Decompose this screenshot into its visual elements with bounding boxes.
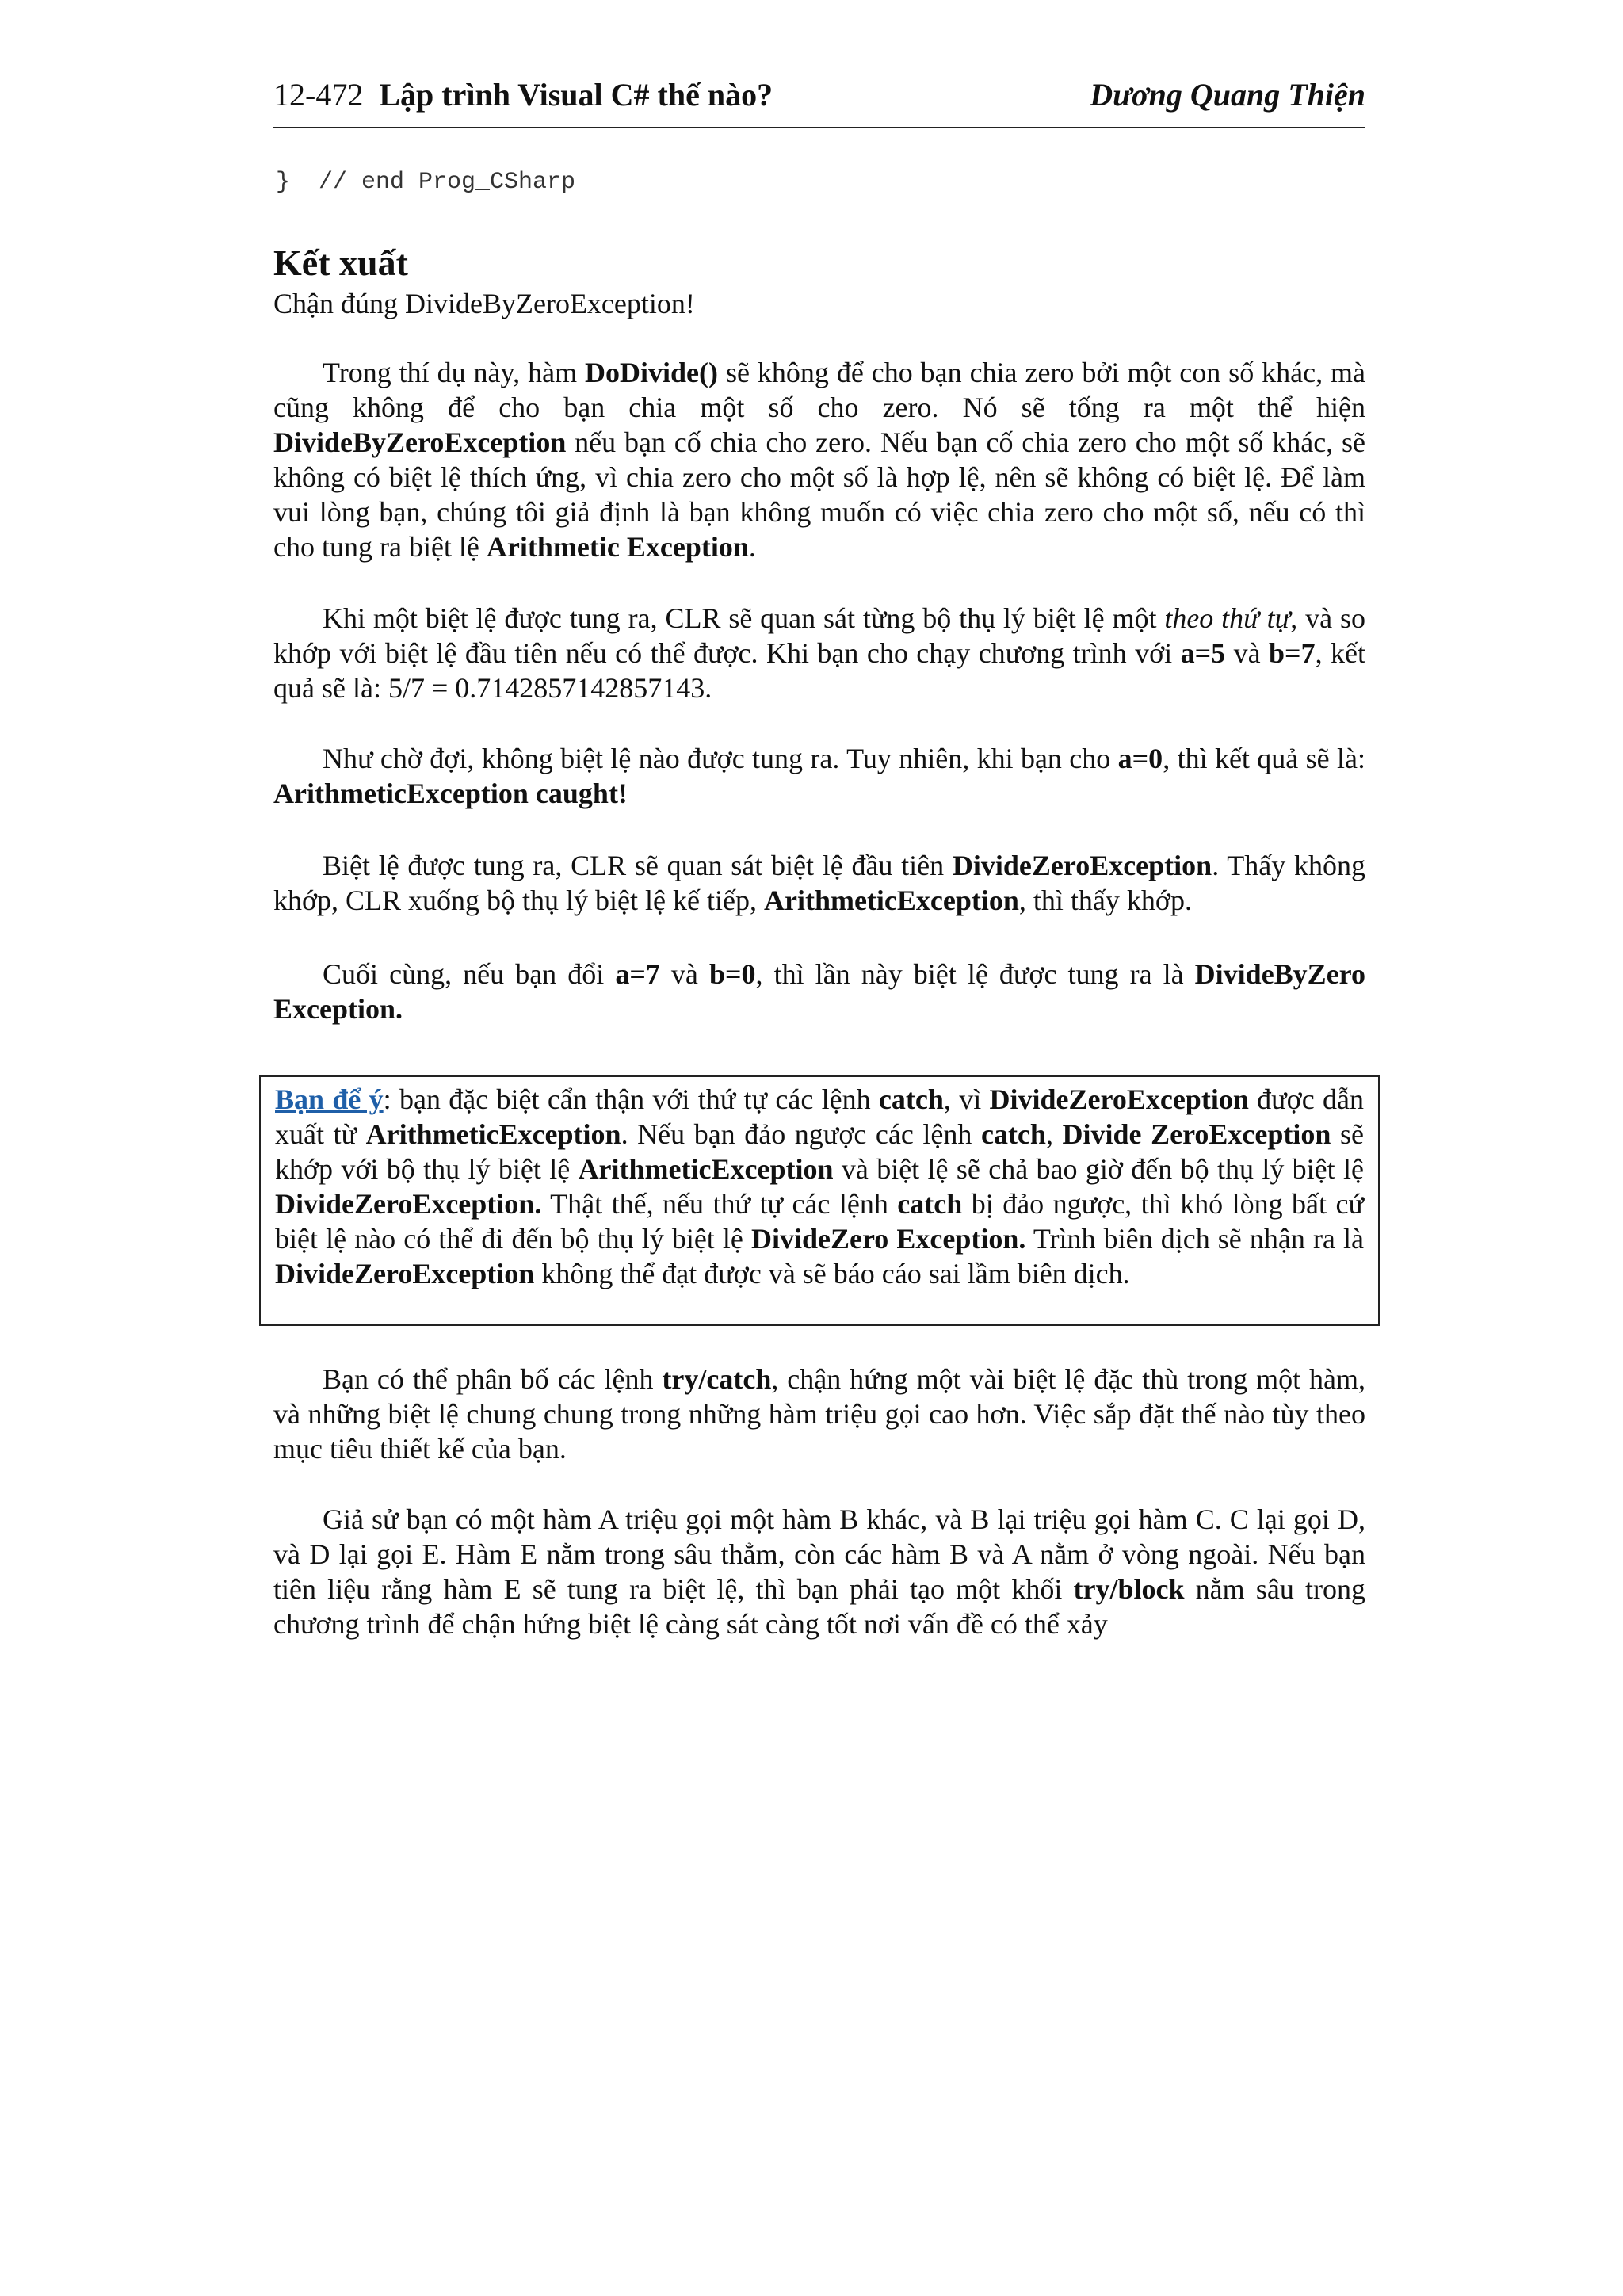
bold-term: ArithmeticException: [365, 1118, 621, 1150]
text: bị đảo ngược, thì khó lòng bất cứ biệt lệ nào có thể đi đến bộ thụ lý biệt lệ: [275, 1188, 1364, 1255]
bold-term: DivideByZero Exception.: [273, 958, 1366, 1025]
text: .: [748, 531, 756, 563]
text: và: [1225, 637, 1270, 669]
text: sẽ khớp với bộ thụ lý biệt lệ: [275, 1118, 1364, 1185]
code-line: } // end Prog_CSharp: [276, 169, 576, 196]
section-title: Kết xuất: [273, 243, 408, 283]
bold-term: DivideZeroException: [989, 1083, 1249, 1115]
paragraph-2: [273, 601, 1365, 705]
bold-term: a=5: [1180, 637, 1226, 669]
text: Biệt lệ được tung ra, CLR sẽ quan sát biệt lệ đầu tiên: [323, 850, 953, 881]
bold-term: Divide ZeroException: [1062, 1118, 1331, 1150]
text: Trình biên dịch sẽ nhận ra là: [1025, 1223, 1364, 1255]
italic-term: theo thứ tự: [1164, 602, 1291, 634]
text: được dẫn xuất từ: [275, 1083, 1364, 1150]
paragraph-5: [273, 957, 1365, 1026]
header-left: [273, 76, 773, 113]
text: , kết quả sẽ là: 5/7 = 0.7142857142857143.: [273, 637, 1366, 704]
bold-term: catch: [980, 1118, 1046, 1150]
bold-term: catch: [878, 1083, 944, 1115]
bold-term: ArithmeticException: [578, 1153, 834, 1185]
text: , thì thấy khớp.: [1018, 884, 1192, 916]
text: , vì: [943, 1083, 990, 1115]
bold-term: DivideZeroException: [952, 850, 1212, 881]
bold-term: DivideZeroException.: [275, 1188, 542, 1220]
book-title: Lập trình Visual C# thế nào?: [379, 77, 773, 113]
text: Cuối cùng, nếu bạn đổi: [323, 958, 616, 990]
bold-term: Arithmetic Exception: [486, 531, 749, 563]
bold-term: catch: [897, 1188, 963, 1220]
text: : bạn đặc biệt cẩn thận với thứ tự các lệnh: [383, 1083, 879, 1115]
paragraph-7: [273, 1502, 1365, 1641]
bold-term: ArithmeticException caught!: [273, 777, 628, 809]
bold-term: a=0: [1117, 743, 1163, 774]
text: Bạn có thể phân bố các lệnh: [323, 1363, 663, 1395]
page-header: [273, 76, 1365, 128]
text: nếu bạn cố chia cho zero. Nếu bạn cố chia zero cho một số khác, sẽ không có biệt lệ thích ứng, vì chia zero cho một số là hợp lệ, nên sẽ không có biệt lệ. Để làm vui lòng bạn, chúng tôi giả định là bạn không muốn có việc chia zero cho một số, nếu có thì cho tung ra biệt lệ: [273, 426, 1365, 563]
bold-term: DoDivide(): [585, 357, 719, 388]
note-label: Bạn để ý: [275, 1083, 384, 1115]
output-text: Chận đúng DivideByZeroException!: [273, 288, 695, 319]
text: và: [659, 958, 709, 990]
text: và biệt lệ sẽ chả bao giờ đến bộ thụ lý biệt lệ: [833, 1153, 1365, 1185]
text: , và so khớp với biệt lệ đầu tiên nếu có thể được. Khi bạn cho chạy chương trình với: [273, 602, 1365, 669]
text: , thì kết quả sẽ là:: [1163, 743, 1366, 774]
text: không thể đạt được và sẽ báo cáo sai lầm biên dịch.: [534, 1258, 1130, 1289]
bold-term: b=7: [1269, 637, 1316, 669]
text: , chận hứng một vài biệt lệ đặc thù trong một hàm, và những biệt lệ chung chung trong những hàm triệu gọi cao hơn. Việc sắp đặt thế nào tùy theo mục tiêu thiết kế của bạn.: [273, 1363, 1365, 1465]
paragraph-6: [273, 1362, 1365, 1466]
text: sẽ không để cho bạn chia zero bởi một con số khác, mà cũng không để cho bạn chia một số cho zero. Nó sẽ tống ra một thể hiện: [273, 357, 1365, 423]
text: ,: [1045, 1118, 1063, 1150]
note-box: [259, 1075, 1380, 1326]
bold-term: ArithmeticException: [763, 884, 1019, 916]
text: . Nếu bạn đảo ngược các lệnh: [621, 1118, 981, 1150]
paragraph-1: [273, 355, 1365, 564]
text: Giả sử bạn có một hàm A triệu gọi một hàm B khác, và B lại triệu gọi hàm C. C lại gọi D, và D lại gọi E. Hàm E nằm trong sâu thẳm, còn các hàm B và A nằm ở vòng ngoài. Nếu bạn tiên liệu rằng hàm E sẽ tung ra biệt lệ, thì bạn phải tạo một khối: [273, 1503, 1365, 1605]
paragraph-3: [273, 741, 1365, 811]
paragraph-4: [273, 848, 1365, 918]
text: Khi một biệt lệ được tung ra, CLR sẽ quan sát từng bộ thụ lý biệt lệ một: [323, 602, 1165, 634]
text: Như chờ đợi, không biệt lệ nào được tung ra. Tuy nhiên, khi bạn cho: [323, 743, 1118, 774]
text: Trong thí dụ này, hàm: [323, 357, 586, 388]
bold-term: DivideZeroException: [275, 1258, 535, 1289]
bold-term: DivideByZeroException: [273, 426, 567, 458]
bold-term: try/block: [1073, 1573, 1185, 1605]
page-number: 12-472: [273, 77, 364, 113]
note-text: [275, 1082, 1364, 1291]
bold-term: b=0: [708, 958, 756, 990]
text: Thật thế, nếu thứ tự các lệnh: [541, 1188, 898, 1220]
text: nằm sâu trong chương trình để chận hứng biệt lệ càng sát càng tốt nơi vấn đề có thể xảy: [273, 1573, 1365, 1640]
author-name: Dương Quang Thiện: [1090, 77, 1365, 113]
bold-term: a=7: [615, 958, 660, 990]
bold-term: DivideZero Exception.: [750, 1223, 1026, 1255]
bold-term: try/catch: [662, 1363, 772, 1395]
text: , thì lần này biệt lệ được tung ra là: [755, 958, 1195, 990]
text: . Thấy không khớp, CLR xuống bộ thụ lý biệt lệ kế tiếp,: [273, 850, 1365, 916]
